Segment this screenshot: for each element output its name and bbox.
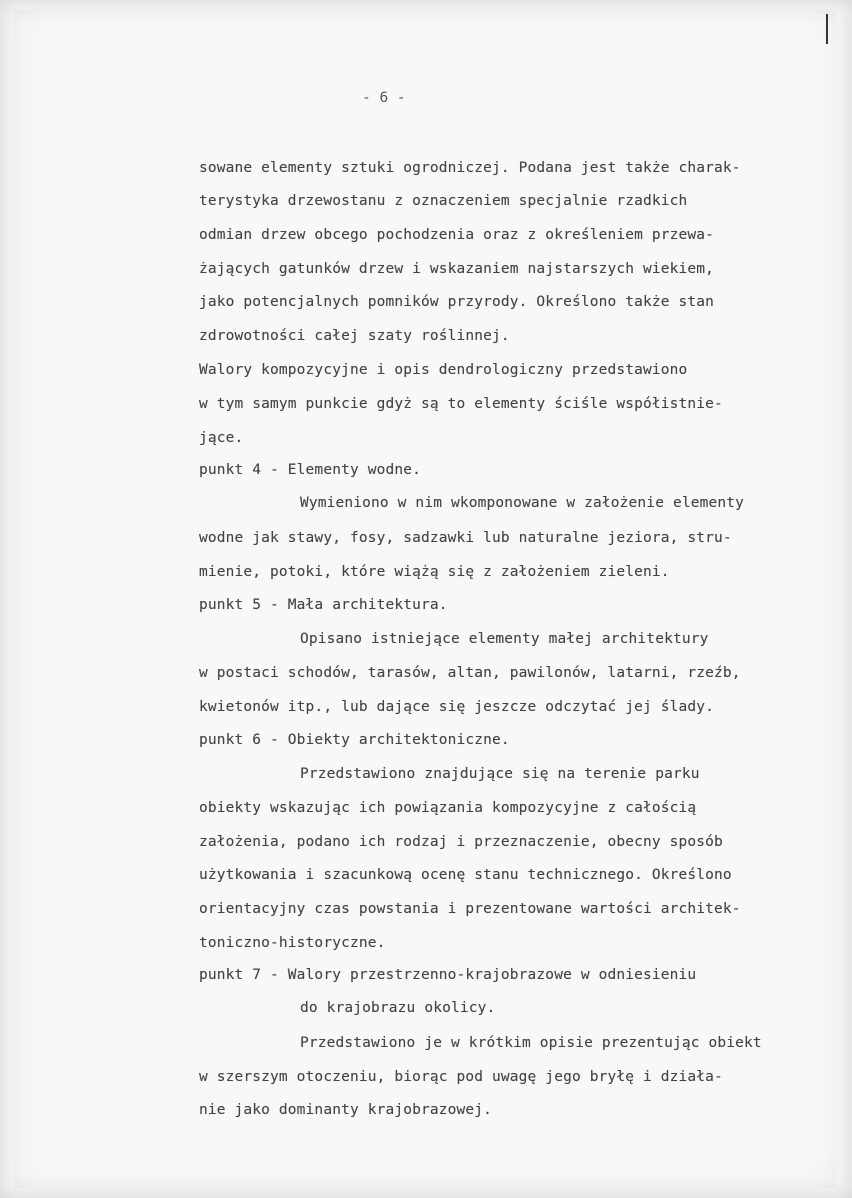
text-line: kwietonów itp., lub dające się jeszcze odczytać jej ślady. bbox=[199, 699, 715, 715]
text-line: Wymieniono w nim wkomponowane w założenie elementy bbox=[300, 495, 744, 511]
scan-mark bbox=[826, 14, 828, 44]
text-line: terystyka drzewostanu z oznaczeniem specjalnie rzadkich bbox=[199, 193, 688, 209]
text-line: jące. bbox=[199, 430, 244, 446]
text-line: toniczno-historyczne. bbox=[199, 935, 386, 951]
section-heading: punkt 5 - Mała architektura. bbox=[199, 597, 448, 613]
text-line: w szerszym otoczeniu, biorąc pod uwagę jego bryłę i działa- bbox=[199, 1069, 723, 1085]
text-line: założenia, podano ich rodzaj i przeznaczenie, obecny sposób bbox=[199, 834, 723, 850]
section-heading-continued: do krajobrazu okolicy. bbox=[300, 1000, 496, 1016]
text-line: w tym samym punkcie gdyż są to elementy ściśle współistnie- bbox=[199, 396, 723, 412]
text-line: użytkowania i szacunkową ocenę stanu technicznego. Określono bbox=[199, 867, 732, 883]
text-line: zdrowotności całej szaty roślinnej. bbox=[199, 328, 510, 344]
section-heading: punkt 4 - Elementy wodne. bbox=[199, 462, 421, 478]
text-line: odmian drzew obcego pochodzenia oraz z określeniem przewa- bbox=[199, 227, 715, 243]
text-line: Przedstawiono je w krótkim opisie prezentując obiekt bbox=[300, 1035, 762, 1051]
text-line: mienie, potoki, które wiążą się z założeniem zieleni. bbox=[199, 564, 670, 580]
text-line: jako potencjalnych pomników przyrody. Określono także stan bbox=[199, 294, 715, 310]
text-line: Walory kompozycyjne i opis dendrologiczny przedstawiono bbox=[199, 362, 688, 378]
text-line: nie jako dominanty krajobrazowej. bbox=[199, 1102, 493, 1118]
page-number: - 6 - bbox=[362, 90, 406, 106]
section-heading: punkt 7 - Walory przestrzenno-krajobrazowe w odniesieniu bbox=[199, 967, 697, 983]
text-line: wodne jak stawy, fosy, sadzawki lub naturalne jeziora, stru- bbox=[199, 530, 732, 546]
text-line: Opisano istniejące elementy małej architektury bbox=[300, 631, 709, 647]
text-line: w postaci schodów, tarasów, altan, pawilonów, latarni, rzeźb, bbox=[199, 665, 741, 681]
text-line: obiekty wskazując ich powiązania kompozycyjne z całością bbox=[199, 800, 697, 816]
text-line: Przedstawiono znajdujące się na terenie parku bbox=[300, 766, 700, 782]
text-line: żających gatunków drzew i wskazaniem najstarszych wiekiem, bbox=[199, 261, 715, 277]
text-line: orientacyjny czas powstania i prezentowane wartości architek- bbox=[199, 901, 741, 917]
section-heading: punkt 6 - Obiekty architektoniczne. bbox=[199, 732, 510, 748]
text-line: sowane elementy sztuki ogrodniczej. Podana jest także charak- bbox=[199, 160, 741, 176]
